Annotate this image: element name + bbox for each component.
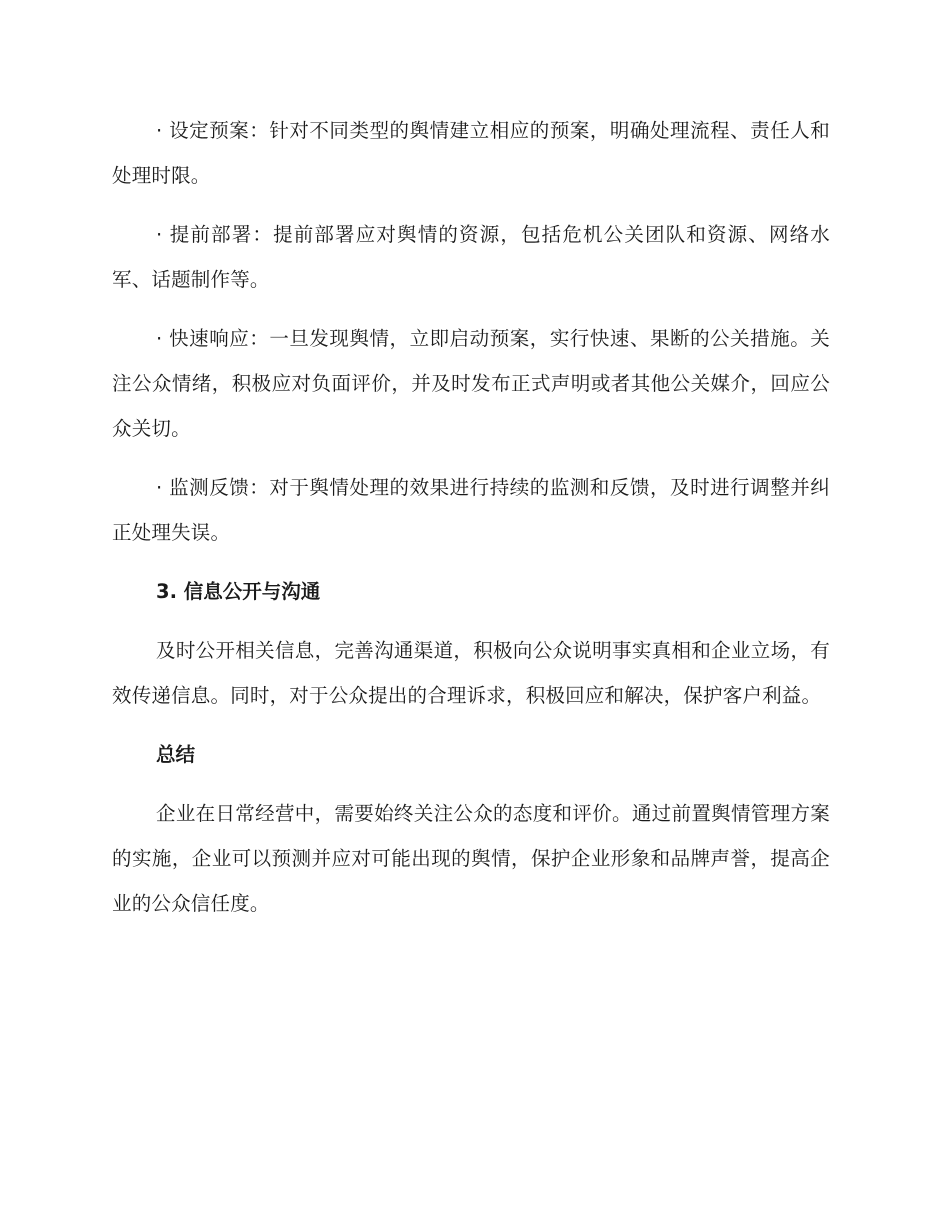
- summary-body: 企业在日常经营中，需要始终关注公众的态度和评价。通过前置舆情管理方案的实施，企业可以预测并应对可能出现的舆情，保护企业形象和品牌声誉，提高企业的公众信任度。: [112, 802, 830, 915]
- bullet-monitor-feedback: · 监测反馈：对于舆情处理的效果进行持续的监测和反馈，及时进行调整并纠正处理失误。: [112, 476, 830, 544]
- section-3-body: 及时公开相关信息，完善沟通渠道，积极向公众说明事实真相和企业立场，有效传递信息。同时，对于公众提出的合理诉求，积极回应和解决，保护客户利益。: [112, 639, 830, 707]
- summary-heading: 总结: [156, 743, 196, 766]
- bullet-set-plan: · 设定预案：针对不同类型的舆情建立相应的预案，明确处理流程、责任人和处理时限。: [112, 119, 830, 187]
- bullet-advance-deploy: · 提前部署：提前部署应对舆情的资源，包括危机公关团队和资源、网络水军、话题制作等。: [112, 223, 830, 291]
- document-page: [112, 108, 830, 940]
- section-3-heading: 3. 信息公开与沟通: [156, 580, 321, 603]
- bullet-quick-response: · 快速响应：一旦发现舆情，立即启动预案，实行快速、果断的公关措施。关注公众情绪，积极应对负面评价，并及时发布正式声明或者其他公关媒介，回应公众关切。: [112, 327, 830, 440]
